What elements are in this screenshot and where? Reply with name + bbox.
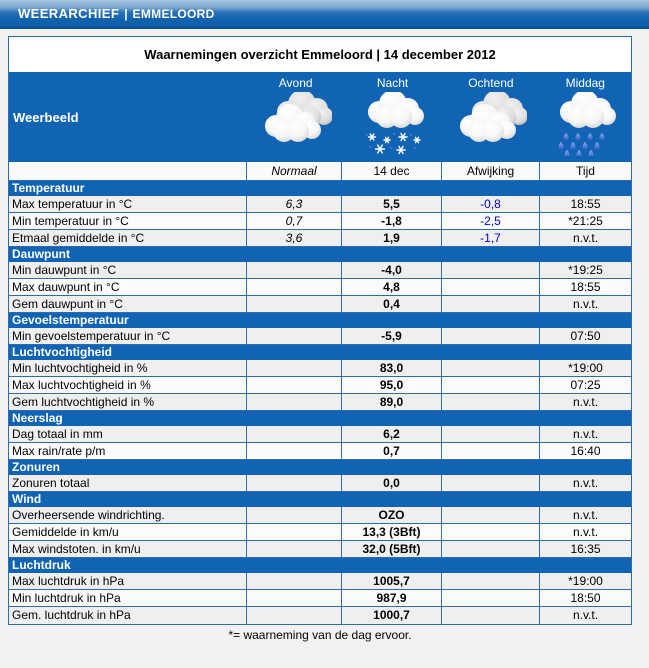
cell-afwijking — [441, 590, 539, 606]
cell-afwijking — [441, 573, 539, 589]
cell-value: 0,4 — [341, 296, 441, 312]
page-title: Waarnemingen overzicht Emmeloord | 14 december 2012 — [144, 47, 496, 62]
cell-tijd: 16:35 — [539, 541, 631, 557]
cell-value: 1005,7 — [341, 573, 441, 589]
cell-normaal — [246, 590, 341, 606]
section-header-wind — [9, 492, 631, 507]
cell-normaal: 6,3 — [246, 196, 341, 212]
cell-tijd: 18:55 — [539, 196, 631, 212]
topbar — [0, 0, 649, 29]
cell-tijd: *19:00 — [539, 573, 631, 589]
row-label: Min dauwpunt in °C — [12, 263, 117, 277]
cell-afwijking: -1,7 — [441, 230, 539, 246]
cell-afwijking — [441, 607, 539, 624]
section-header-temperatuur — [9, 181, 631, 196]
table-row — [9, 443, 631, 460]
cell-afwijking — [441, 507, 539, 523]
period-nacht — [343, 72, 442, 162]
table-row — [9, 230, 631, 247]
cell-value: 5,5 — [341, 196, 441, 212]
cell-value: 83,0 — [341, 360, 441, 376]
row-label: Gem dauwpunt in °C — [12, 297, 123, 311]
row-label: Max luchtdruk in hPa — [12, 574, 125, 588]
row-label: Etmaal gemiddelde in °C — [12, 231, 145, 245]
cell-normaal — [246, 394, 341, 410]
row-label: Max dauwpunt in °C — [12, 280, 120, 294]
period-label: Nacht — [376, 76, 409, 90]
table-row — [9, 475, 631, 492]
section-header-zonuren — [9, 460, 631, 475]
cell-tijd: n.v.t. — [539, 426, 631, 442]
cell-tijd: n.v.t. — [539, 296, 631, 312]
column-header-14dec: 14 dec — [341, 162, 441, 180]
cell-value: 32,0 (5Bft) — [341, 541, 441, 557]
table-row — [9, 426, 631, 443]
section-title: Luchtvochtigheid — [12, 345, 112, 359]
cell-tijd: n.v.t. — [539, 607, 631, 624]
table-sections — [9, 181, 631, 624]
cell-normaal — [246, 507, 341, 523]
site-location: EMMELOORD — [132, 6, 215, 21]
cell-tijd: *21:25 — [539, 213, 631, 229]
section-header-luchtdruk — [9, 558, 631, 573]
table-row — [9, 262, 631, 279]
row-label: Gemiddelde in km/u — [12, 525, 119, 539]
empty-header-cell — [9, 162, 246, 180]
row-label: Max windstoten. in km/u — [12, 542, 141, 556]
cell-value: 1,9 — [341, 230, 441, 246]
row-label: Overheersende windrichting. — [12, 508, 165, 522]
cell-value: 987,9 — [341, 590, 441, 606]
cell-normaal — [246, 279, 341, 295]
cell-value: -4,0 — [341, 262, 441, 278]
cell-tijd: 16:40 — [539, 443, 631, 459]
section-header-luchtvochtigheid — [9, 345, 631, 360]
table-row — [9, 590, 631, 607]
cell-tijd: n.v.t. — [539, 394, 631, 410]
table-row — [9, 213, 631, 230]
row-label: Min luchtdruk in hPa — [12, 591, 121, 605]
period-avond — [248, 72, 342, 162]
cell-afwijking — [441, 426, 539, 442]
cell-tijd: *19:25 — [539, 262, 631, 278]
footnote: *= waarneming van de dag ervoor. — [228, 628, 412, 642]
cell-afwijking — [441, 475, 539, 491]
cell-value: 4,8 — [341, 279, 441, 295]
cell-afwijking — [441, 541, 539, 557]
cell-tijd: 18:50 — [539, 590, 631, 606]
title-separator: | — [124, 6, 128, 21]
row-label: Min luchtvochtigheid in % — [12, 361, 148, 375]
period-label: Avond — [278, 76, 313, 90]
cell-value: 6,2 — [341, 426, 441, 442]
cloudy-icon — [260, 92, 332, 159]
row-label: Max luchtvochtigheid in % — [12, 378, 151, 392]
cell-normaal — [246, 426, 341, 442]
cell-normaal — [246, 360, 341, 376]
cell-normaal — [246, 607, 341, 624]
period-middag — [540, 72, 631, 162]
cloudy-icon — [455, 92, 527, 159]
site-title: WEERARCHIEF — [18, 6, 120, 21]
table-row — [9, 377, 631, 394]
rain-icon — [549, 92, 621, 159]
cell-value: 95,0 — [341, 377, 441, 393]
cell-normaal — [246, 328, 341, 344]
table-row — [9, 507, 631, 524]
cell-tijd: n.v.t. — [539, 230, 631, 246]
row-label: Dag totaal in mm — [12, 427, 103, 441]
cell-afwijking — [441, 443, 539, 459]
cell-afwijking: -2,5 — [441, 213, 539, 229]
section-header-neerslag — [9, 411, 631, 426]
row-label: Min temperatuur in °C — [12, 214, 129, 228]
section-title: Neerslag — [12, 411, 63, 425]
cell-normaal — [246, 475, 341, 491]
cell-tijd: n.v.t. — [539, 507, 631, 523]
row-label: Max rain/rate p/m — [12, 444, 106, 458]
column-header-row — [9, 162, 631, 181]
cell-normaal — [246, 524, 341, 540]
page-background — [0, 29, 649, 642]
cell-normaal — [246, 296, 341, 312]
table-row — [9, 394, 631, 411]
table-row — [9, 328, 631, 345]
cell-afwijking — [441, 377, 539, 393]
column-header-normaal: Normaal — [246, 162, 341, 180]
table-row — [9, 360, 631, 377]
cell-value: -1,8 — [341, 213, 441, 229]
row-label: Gem luchtvochtigheid in % — [12, 395, 155, 409]
cell-normaal — [246, 377, 341, 393]
cell-tijd: n.v.t. — [539, 524, 631, 540]
row-label: Gem. luchtdruk in hPa — [12, 608, 131, 622]
section-title: Temperatuur — [12, 181, 85, 195]
weerbeeld-header-block — [9, 72, 631, 162]
section-title: Gevoelstemperatuur — [12, 313, 129, 327]
section-title: Luchtdruk — [12, 558, 71, 572]
cell-afwijking — [441, 524, 539, 540]
table-row — [9, 573, 631, 590]
table-row — [9, 607, 631, 624]
cell-afwijking — [441, 360, 539, 376]
cell-value: 89,0 — [341, 394, 441, 410]
table-row — [9, 296, 631, 313]
cell-afwijking — [441, 394, 539, 410]
period-label: Ochtend — [468, 76, 514, 90]
weerbeeld-label: Weerbeeld — [13, 109, 79, 125]
column-header-afwijking: Afwijking — [441, 162, 539, 180]
cell-tijd: 07:50 — [539, 328, 631, 344]
weather-observations-table — [8, 36, 632, 625]
cell-value: -5,9 — [341, 328, 441, 344]
cell-afwijking — [441, 262, 539, 278]
period-label: Middag — [565, 76, 605, 90]
period-ochtend — [442, 72, 539, 162]
cell-tijd: *19:00 — [539, 360, 631, 376]
section-header-dauwpunt — [9, 247, 631, 262]
cell-afwijking: -0,8 — [441, 196, 539, 212]
row-label: Max temperatuur in °C — [12, 197, 133, 211]
cell-tijd: 18:55 — [539, 279, 631, 295]
cell-normaal — [246, 541, 341, 557]
cell-normaal — [246, 262, 341, 278]
table-row — [9, 524, 631, 541]
cell-value: 0,7 — [341, 443, 441, 459]
column-header-tijd: Tijd — [539, 162, 631, 180]
row-label: Zonuren totaal — [12, 476, 90, 490]
report-title-row — [9, 37, 631, 72]
row-label: Min gevoelstemperatuur in °C — [12, 329, 171, 343]
cell-value: 0,0 — [341, 475, 441, 491]
cell-value: OZO — [341, 507, 441, 523]
cell-tijd: 07:25 — [539, 377, 631, 393]
table-row — [9, 196, 631, 213]
cell-normaal — [246, 443, 341, 459]
section-title: Wind — [12, 492, 42, 506]
cell-afwijking — [441, 296, 539, 312]
cell-afwijking — [441, 279, 539, 295]
cell-value: 1000,7 — [341, 607, 441, 624]
snow-icon — [357, 92, 429, 159]
table-row — [9, 541, 631, 558]
section-title: Zonuren — [12, 460, 60, 474]
cell-value: 13,3 (3Bft) — [341, 524, 441, 540]
cell-afwijking — [441, 328, 539, 344]
table-row — [9, 279, 631, 296]
section-title: Dauwpunt — [12, 247, 70, 261]
cell-normaal: 3,6 — [246, 230, 341, 246]
cell-normaal — [246, 573, 341, 589]
cell-normaal: 0,7 — [246, 213, 341, 229]
section-header-gevoelstemperatuur — [9, 313, 631, 328]
cell-tijd: n.v.t. — [539, 475, 631, 491]
